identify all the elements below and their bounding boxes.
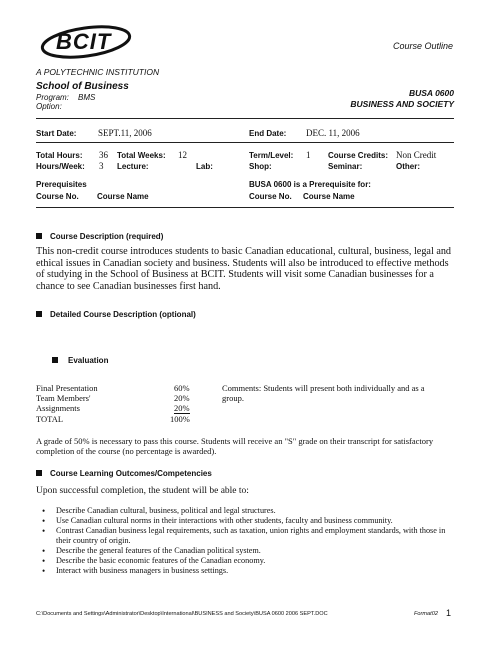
detailed-bullet-icon <box>36 311 42 317</box>
program-value: BMS <box>78 93 96 102</box>
total-weeks-label: Total Weeks: <box>117 151 166 160</box>
evaluation-comments: Comments: Students will present both individually and as a group. <box>222 383 425 403</box>
outcomes-intro: Upon successful completion, the student will be able to: <box>36 486 249 496</box>
end-date-label: End Date: <box>249 129 287 138</box>
credits-label: Course Credits: <box>328 151 389 160</box>
footer-path: C:\Documents and Settings\Administrator\Desktop\International\BUSINESS and Society\BUSA 0600 2006 SEPT.DOC <box>36 611 328 617</box>
evaluation-heading: Evaluation <box>68 356 109 365</box>
prereq-course-no-label: Course No. <box>36 192 79 201</box>
eval-item-2: Assignments <box>36 403 80 413</box>
term-value: 1 <box>306 150 311 160</box>
description-text: This non-credit course introduces students to basic Canadian educational, cultural, business, legal and ethical issues in Canadian society and business. Students will also be introduced to effective methods of studying in the School of Business at BCIT. Students will visit some Canadian businesses for a chance to see Canadian businesses first hand. <box>36 246 452 292</box>
option-label: Option: <box>36 102 62 111</box>
outcomes-bullet-icon <box>36 470 42 476</box>
evaluation-bullet-icon <box>52 357 58 363</box>
course-code: BUSA 0600 <box>408 88 454 98</box>
other-label: Other: <box>396 162 420 171</box>
start-date-label: Start Date: <box>36 129 77 138</box>
prereq-for-label: BUSA 0600 is a Prerequisite for: <box>249 180 371 189</box>
outcome-item: • Interact with business managers in business settings. <box>36 566 454 576</box>
dates-rule <box>36 142 454 143</box>
outcomes-heading: Course Learning Outcomes/Competencies <box>50 469 212 478</box>
course-title: BUSINESS AND SOCIETY <box>350 99 454 109</box>
eval-weight-2: 20% <box>174 403 190 413</box>
doc-type: Course Outline <box>393 41 454 51</box>
prereq-course-name-label: Course Name <box>97 192 149 201</box>
school-name: School of Business <box>36 81 129 92</box>
shop-label: Shop: <box>249 162 272 171</box>
lecture-label: Lecture: <box>117 162 149 171</box>
total-weeks-value: 12 <box>178 150 187 160</box>
start-date-value: SEPT.11, 2006 <box>98 128 152 138</box>
hours-week-value: 3 <box>99 161 104 171</box>
eval-item-0: Final Presentation <box>36 383 98 393</box>
outcome-item: • Use Canadian cultural norms in their interactions with other students, faculty and business community. <box>36 516 454 526</box>
outcomes-list <box>36 506 454 576</box>
header-rule <box>36 118 454 119</box>
page-number: 1 <box>446 608 452 618</box>
eval-item-1: Team Members' <box>36 393 91 403</box>
eval-weight-total: 100% <box>170 414 190 424</box>
credits-value: Non Credit <box>396 150 437 160</box>
term-label: Term/Level: <box>249 151 294 160</box>
tagline: A POLYTECHNIC INSTITUTION <box>36 67 160 77</box>
total-hours-value: 36 <box>99 150 108 160</box>
outcome-item: • Describe Canadian cultural, business, political and legal structures. <box>36 506 454 516</box>
footer-rev: Format02 <box>414 611 438 617</box>
bcit-logo <box>38 22 134 62</box>
total-hours-label: Total Hours: <box>36 151 83 160</box>
outcome-item: • Contrast Canadian business legal requirements, such as taxation, union rights and employment standards, with those in their country of origin. <box>36 526 454 546</box>
description-heading: Course Description (required) <box>50 232 164 241</box>
program-label: Program: <box>36 93 69 102</box>
prereq-for-course-name-label: Course Name <box>303 192 355 201</box>
grade-note: A grade of 50% is necessary to pass this course. Students will receive an "S" grade on their transcript for satisfactory completion of the course (no percentage is awarded). <box>36 436 434 456</box>
bcit-logo-text: BCIT <box>56 29 112 54</box>
description-bullet-icon <box>36 233 42 239</box>
prereq-rule <box>36 207 454 208</box>
eval-item-total: TOTAL <box>36 414 64 424</box>
outcome-item: • Describe the basic economic features of the Canadian economy. <box>36 556 454 566</box>
eval-weight-0: 60% <box>174 383 190 393</box>
outcome-item: • Describe the general features of the Canadian political system. <box>36 546 454 556</box>
end-date-value: DEC. 11, 2006 <box>306 128 360 138</box>
lab-label: Lab: <box>196 162 213 171</box>
hours-week-label: Hours/Week: <box>36 162 85 171</box>
eval-weight-1: 20% <box>174 393 190 403</box>
detailed-heading: Detailed Course Description (optional) <box>50 310 196 319</box>
seminar-label: Seminar: <box>328 162 363 171</box>
prereq-label: Prerequisites <box>36 180 87 189</box>
prereq-for-course-no-label: Course No. <box>249 192 292 201</box>
